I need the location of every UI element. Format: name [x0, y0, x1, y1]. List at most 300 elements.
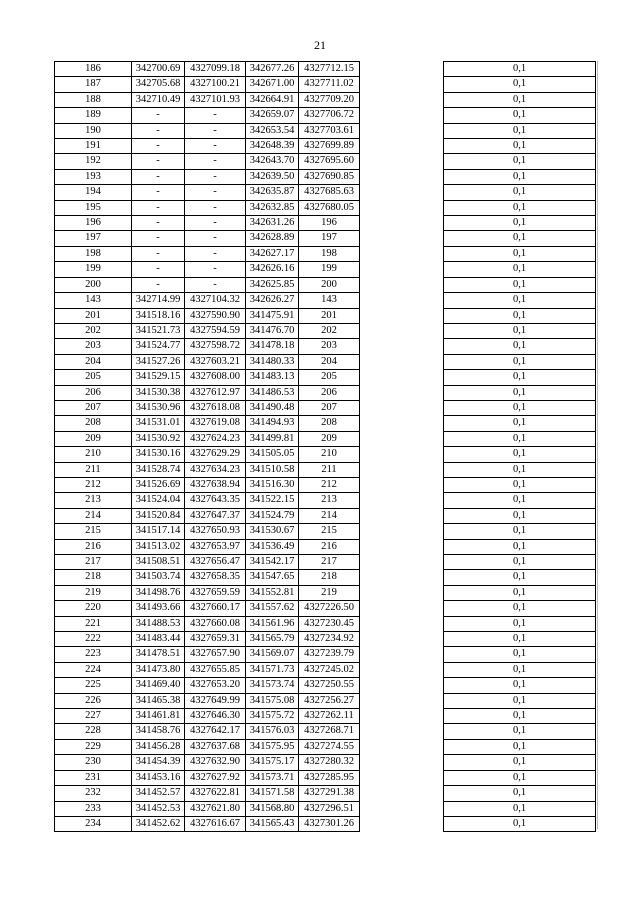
- x2-cell: 341571.58: [246, 786, 299, 801]
- x2-cell: 341505.05: [246, 447, 299, 462]
- x2-cell: 341486.53: [246, 385, 299, 400]
- x2-cell: 341536.49: [246, 539, 299, 554]
- table-row: [55, 462, 596, 477]
- table-row: [55, 169, 596, 184]
- empty-cell: [360, 154, 444, 169]
- y1-cell: 4327646.30: [185, 709, 246, 724]
- point-number-cell: 224: [55, 662, 132, 677]
- empty-cell: [360, 647, 444, 662]
- x2-cell: 342632.85: [246, 200, 299, 215]
- empty-cell: [360, 400, 444, 415]
- x2-cell: 341475.91: [246, 308, 299, 323]
- table-row: [55, 508, 596, 523]
- table-row: [55, 632, 596, 647]
- x1-cell: 341508.51: [132, 555, 185, 570]
- y2-cell: 4327268.71: [299, 724, 360, 739]
- x1-cell: 341524.77: [132, 339, 185, 354]
- y2-cell: 200: [299, 277, 360, 292]
- empty-cell: [360, 724, 444, 739]
- x1-cell: -: [132, 185, 185, 200]
- table-row: [55, 77, 596, 92]
- x2-cell: 341561.96: [246, 616, 299, 631]
- point-number-cell: 234: [55, 816, 132, 831]
- table-row: [55, 400, 596, 415]
- y2-cell: 203: [299, 339, 360, 354]
- y1-cell: -: [185, 169, 246, 184]
- table-row: [55, 786, 596, 801]
- x2-cell: 342643.70: [246, 154, 299, 169]
- empty-cell: [360, 293, 444, 308]
- table-row: [55, 678, 596, 693]
- x1-cell: 341521.73: [132, 323, 185, 338]
- point-number-cell: 230: [55, 755, 132, 770]
- x1-cell: 341458.76: [132, 724, 185, 739]
- empty-cell: [360, 570, 444, 585]
- accuracy-cell: 0,1: [444, 693, 596, 708]
- point-number-cell: 187: [55, 77, 132, 92]
- empty-cell: [360, 262, 444, 277]
- x1-cell: -: [132, 231, 185, 246]
- x2-cell: 341573.74: [246, 678, 299, 693]
- x2-cell: 341575.17: [246, 755, 299, 770]
- x1-cell: -: [132, 139, 185, 154]
- accuracy-cell: 0,1: [444, 508, 596, 523]
- point-number-cell: 194: [55, 185, 132, 200]
- table-row: [55, 354, 596, 369]
- y2-cell: 213: [299, 493, 360, 508]
- accuracy-cell: 0,1: [444, 277, 596, 292]
- x1-cell: -: [132, 169, 185, 184]
- y2-cell: 197: [299, 231, 360, 246]
- table-row: [55, 616, 596, 631]
- y1-cell: -: [185, 185, 246, 200]
- y2-cell: 201: [299, 308, 360, 323]
- y1-cell: 4327629.29: [185, 447, 246, 462]
- x1-cell: 342700.69: [132, 62, 185, 77]
- x2-cell: 342648.39: [246, 139, 299, 154]
- y2-cell: 4327709.20: [299, 92, 360, 107]
- x1-cell: 341473.80: [132, 662, 185, 677]
- x2-cell: 341480.33: [246, 354, 299, 369]
- table-row: [55, 323, 596, 338]
- y2-cell: 4327301.26: [299, 816, 360, 831]
- table-row: [55, 801, 596, 816]
- point-number-cell: 198: [55, 246, 132, 261]
- table-row: [55, 185, 596, 200]
- accuracy-cell: 0,1: [444, 400, 596, 415]
- y2-cell: 4327262.11: [299, 709, 360, 724]
- accuracy-cell: 0,1: [444, 524, 596, 539]
- x2-cell: 341575.95: [246, 739, 299, 754]
- x2-cell: 341568.80: [246, 801, 299, 816]
- empty-cell: [360, 493, 444, 508]
- accuracy-cell: 0,1: [444, 370, 596, 385]
- point-number-cell: 191: [55, 139, 132, 154]
- x1-cell: 341503.74: [132, 570, 185, 585]
- empty-cell: [360, 92, 444, 107]
- y1-cell: 4327657.90: [185, 647, 246, 662]
- point-number-cell: 186: [55, 62, 132, 77]
- x2-cell: 342631.26: [246, 216, 299, 231]
- x2-cell: 342626.16: [246, 262, 299, 277]
- accuracy-cell: 0,1: [444, 739, 596, 754]
- x2-cell: 341494.93: [246, 416, 299, 431]
- accuracy-cell: 0,1: [444, 231, 596, 246]
- y1-cell: 4327642.17: [185, 724, 246, 739]
- x1-cell: 341452.62: [132, 816, 185, 831]
- y2-cell: 4327706.72: [299, 108, 360, 123]
- x1-cell: 341517.14: [132, 524, 185, 539]
- y1-cell: 4327656.47: [185, 555, 246, 570]
- y2-cell: 206: [299, 385, 360, 400]
- empty-cell: [360, 555, 444, 570]
- x2-cell: 341524.79: [246, 508, 299, 523]
- x2-cell: 341576.03: [246, 724, 299, 739]
- accuracy-cell: 0,1: [444, 662, 596, 677]
- x1-cell: 342710.49: [132, 92, 185, 107]
- y2-cell: 196: [299, 216, 360, 231]
- empty-cell: [360, 370, 444, 385]
- y1-cell: -: [185, 277, 246, 292]
- point-number-cell: 213: [55, 493, 132, 508]
- x1-cell: 341493.66: [132, 601, 185, 616]
- table-row: [55, 139, 596, 154]
- x1-cell: -: [132, 246, 185, 261]
- x2-cell: 342671.00: [246, 77, 299, 92]
- accuracy-cell: 0,1: [444, 632, 596, 647]
- accuracy-cell: 0,1: [444, 262, 596, 277]
- table-row: [55, 370, 596, 385]
- accuracy-cell: 0,1: [444, 62, 596, 77]
- x2-cell: 342659.07: [246, 108, 299, 123]
- empty-cell: [360, 709, 444, 724]
- x1-cell: 341530.38: [132, 385, 185, 400]
- table-row: [55, 92, 596, 107]
- x2-cell: 341557.62: [246, 601, 299, 616]
- y2-cell: 4327256.27: [299, 693, 360, 708]
- x2-cell: 341569.07: [246, 647, 299, 662]
- x1-cell: 341530.96: [132, 400, 185, 415]
- empty-cell: [360, 447, 444, 462]
- x1-cell: 341529.15: [132, 370, 185, 385]
- accuracy-cell: 0,1: [444, 724, 596, 739]
- x1-cell: 341513.02: [132, 539, 185, 554]
- empty-cell: [360, 385, 444, 400]
- table-row: [55, 277, 596, 292]
- x1-cell: 342705.68: [132, 77, 185, 92]
- accuracy-cell: 0,1: [444, 92, 596, 107]
- y2-cell: 211: [299, 462, 360, 477]
- y1-cell: -: [185, 139, 246, 154]
- empty-cell: [360, 62, 444, 77]
- x2-cell: 341547.65: [246, 570, 299, 585]
- x2-cell: 341575.72: [246, 709, 299, 724]
- y1-cell: 4327622.81: [185, 786, 246, 801]
- y1-cell: -: [185, 216, 246, 231]
- y1-cell: 4327619.08: [185, 416, 246, 431]
- x1-cell: 341528.74: [132, 462, 185, 477]
- y2-cell: 219: [299, 585, 360, 600]
- margin-rule: [597, 61, 598, 829]
- y1-cell: 4327655.85: [185, 662, 246, 677]
- table-row: [55, 570, 596, 585]
- empty-cell: [360, 632, 444, 647]
- point-number-cell: 214: [55, 508, 132, 523]
- x1-cell: -: [132, 123, 185, 138]
- table-row: [55, 724, 596, 739]
- empty-cell: [360, 108, 444, 123]
- y2-cell: 205: [299, 370, 360, 385]
- point-number-cell: 195: [55, 200, 132, 215]
- point-number-cell: 193: [55, 169, 132, 184]
- table-row: [55, 262, 596, 277]
- x2-cell: 342664.91: [246, 92, 299, 107]
- y1-cell: 4327660.08: [185, 616, 246, 631]
- y1-cell: -: [185, 123, 246, 138]
- y1-cell: 4327594.59: [185, 323, 246, 338]
- accuracy-cell: 0,1: [444, 354, 596, 369]
- table-row: [55, 739, 596, 754]
- empty-cell: [360, 477, 444, 492]
- y2-cell: 143: [299, 293, 360, 308]
- y1-cell: -: [185, 262, 246, 277]
- x2-cell: 342627.17: [246, 246, 299, 261]
- empty-cell: [360, 524, 444, 539]
- x1-cell: 341530.92: [132, 431, 185, 446]
- accuracy-cell: 0,1: [444, 339, 596, 354]
- accuracy-cell: 0,1: [444, 200, 596, 215]
- y1-cell: 4327637.68: [185, 739, 246, 754]
- table-row: [55, 339, 596, 354]
- point-number-cell: 233: [55, 801, 132, 816]
- point-number-cell: 200: [55, 277, 132, 292]
- x1-cell: -: [132, 200, 185, 215]
- accuracy-cell: 0,1: [444, 308, 596, 323]
- empty-cell: [360, 339, 444, 354]
- table-row: [55, 693, 596, 708]
- x1-cell: 341520.84: [132, 508, 185, 523]
- accuracy-cell: 0,1: [444, 185, 596, 200]
- point-number-cell: 229: [55, 739, 132, 754]
- point-number-cell: 143: [55, 293, 132, 308]
- accuracy-cell: 0,1: [444, 154, 596, 169]
- y2-cell: 4327680.05: [299, 200, 360, 215]
- point-number-cell: 225: [55, 678, 132, 693]
- accuracy-cell: 0,1: [444, 570, 596, 585]
- point-number-cell: 221: [55, 616, 132, 631]
- y2-cell: 4327230.45: [299, 616, 360, 631]
- x1-cell: 341456.28: [132, 739, 185, 754]
- y2-cell: 209: [299, 431, 360, 446]
- table-row: [55, 293, 596, 308]
- point-number-cell: 215: [55, 524, 132, 539]
- y1-cell: 4327632.90: [185, 755, 246, 770]
- table-row: [55, 431, 596, 446]
- y1-cell: 4327624.23: [185, 431, 246, 446]
- empty-cell: [360, 169, 444, 184]
- accuracy-cell: 0,1: [444, 477, 596, 492]
- x1-cell: 341478.51: [132, 647, 185, 662]
- point-number-cell: 189: [55, 108, 132, 123]
- empty-cell: [360, 123, 444, 138]
- point-number-cell: 199: [55, 262, 132, 277]
- y2-cell: 4327695.60: [299, 154, 360, 169]
- x1-cell: 341498.76: [132, 585, 185, 600]
- x2-cell: 341510.58: [246, 462, 299, 477]
- table-row: [55, 601, 596, 616]
- x2-cell: 341499.81: [246, 431, 299, 446]
- y1-cell: -: [185, 154, 246, 169]
- x2-cell: 341565.79: [246, 632, 299, 647]
- y1-cell: 4327101.93: [185, 92, 246, 107]
- y1-cell: 4327643.35: [185, 493, 246, 508]
- y1-cell: 4327638.94: [185, 477, 246, 492]
- y2-cell: 4327250.55: [299, 678, 360, 693]
- y1-cell: 4327649.99: [185, 693, 246, 708]
- accuracy-cell: 0,1: [444, 539, 596, 554]
- accuracy-cell: 0,1: [444, 385, 596, 400]
- y2-cell: 207: [299, 400, 360, 415]
- x1-cell: 341524.04: [132, 493, 185, 508]
- point-number-cell: 227: [55, 709, 132, 724]
- accuracy-cell: 0,1: [444, 139, 596, 154]
- accuracy-cell: 0,1: [444, 293, 596, 308]
- accuracy-cell: 0,1: [444, 786, 596, 801]
- table-row: [55, 108, 596, 123]
- x1-cell: 341488.53: [132, 616, 185, 631]
- table-row: [55, 477, 596, 492]
- point-number-cell: 201: [55, 308, 132, 323]
- empty-cell: [360, 185, 444, 200]
- x2-cell: 342628.89: [246, 231, 299, 246]
- point-number-cell: 218: [55, 570, 132, 585]
- point-number-cell: 228: [55, 724, 132, 739]
- point-number-cell: 196: [55, 216, 132, 231]
- y2-cell: 208: [299, 416, 360, 431]
- y1-cell: 4327627.92: [185, 770, 246, 785]
- x2-cell: 342653.54: [246, 123, 299, 138]
- y2-cell: 199: [299, 262, 360, 277]
- y1-cell: 4327100.21: [185, 77, 246, 92]
- empty-cell: [360, 139, 444, 154]
- x2-cell: 342635.87: [246, 185, 299, 200]
- y2-cell: 4327296.51: [299, 801, 360, 816]
- empty-cell: [360, 462, 444, 477]
- accuracy-cell: 0,1: [444, 169, 596, 184]
- y2-cell: 214: [299, 508, 360, 523]
- x2-cell: 341483.13: [246, 370, 299, 385]
- accuracy-cell: 0,1: [444, 431, 596, 446]
- x1-cell: 341465.38: [132, 693, 185, 708]
- accuracy-cell: 0,1: [444, 323, 596, 338]
- x1-cell: 341469.40: [132, 678, 185, 693]
- accuracy-cell: 0,1: [444, 77, 596, 92]
- x1-cell: 341483.44: [132, 632, 185, 647]
- empty-cell: [360, 801, 444, 816]
- point-number-cell: 211: [55, 462, 132, 477]
- accuracy-cell: 0,1: [444, 601, 596, 616]
- table-row: [55, 585, 596, 600]
- empty-cell: [360, 662, 444, 677]
- x2-cell: 341571.73: [246, 662, 299, 677]
- x1-cell: 341526.69: [132, 477, 185, 492]
- table-row: [55, 555, 596, 570]
- point-number-cell: 207: [55, 400, 132, 415]
- empty-cell: [360, 816, 444, 831]
- accuracy-cell: 0,1: [444, 555, 596, 570]
- y2-cell: 217: [299, 555, 360, 570]
- y2-cell: 202: [299, 323, 360, 338]
- table-row: [55, 524, 596, 539]
- accuracy-cell: 0,1: [444, 755, 596, 770]
- accuracy-cell: 0,1: [444, 493, 596, 508]
- point-number-cell: 231: [55, 770, 132, 785]
- y2-cell: 4327226.50: [299, 601, 360, 616]
- y1-cell: -: [185, 108, 246, 123]
- x1-cell: 341527.26: [132, 354, 185, 369]
- point-number-cell: 205: [55, 370, 132, 385]
- empty-cell: [360, 246, 444, 261]
- x2-cell: 341522.15: [246, 493, 299, 508]
- y2-cell: 212: [299, 477, 360, 492]
- empty-cell: [360, 77, 444, 92]
- accuracy-cell: 0,1: [444, 447, 596, 462]
- y2-cell: 4327239.79: [299, 647, 360, 662]
- y2-cell: 4327291.38: [299, 786, 360, 801]
- y2-cell: 4327690.85: [299, 169, 360, 184]
- y1-cell: 4327647.37: [185, 508, 246, 523]
- empty-cell: [360, 508, 444, 523]
- x1-cell: 341518.16: [132, 308, 185, 323]
- accuracy-cell: 0,1: [444, 416, 596, 431]
- empty-cell: [360, 786, 444, 801]
- y1-cell: 4327650.93: [185, 524, 246, 539]
- empty-cell: [360, 755, 444, 770]
- y2-cell: 4327685.63: [299, 185, 360, 200]
- x2-cell: 342625.85: [246, 277, 299, 292]
- x2-cell: 341542.17: [246, 555, 299, 570]
- empty-cell: [360, 216, 444, 231]
- y1-cell: 4327653.20: [185, 678, 246, 693]
- accuracy-cell: 0,1: [444, 585, 596, 600]
- point-number-cell: 220: [55, 601, 132, 616]
- x2-cell: 341552.81: [246, 585, 299, 600]
- point-number-cell: 226: [55, 693, 132, 708]
- x1-cell: -: [132, 262, 185, 277]
- y2-cell: 198: [299, 246, 360, 261]
- empty-cell: [360, 616, 444, 631]
- accuracy-cell: 0,1: [444, 216, 596, 231]
- x2-cell: 342626.27: [246, 293, 299, 308]
- x1-cell: -: [132, 277, 185, 292]
- point-number-cell: 190: [55, 123, 132, 138]
- point-number-cell: 197: [55, 231, 132, 246]
- x2-cell: 341565.43: [246, 816, 299, 831]
- x2-cell: 341573.71: [246, 770, 299, 785]
- accuracy-cell: 0,1: [444, 108, 596, 123]
- y2-cell: 4327280.32: [299, 755, 360, 770]
- y1-cell: 4327660.17: [185, 601, 246, 616]
- table-row: [55, 200, 596, 215]
- table-row: [55, 416, 596, 431]
- point-number-cell: 192: [55, 154, 132, 169]
- y1-cell: -: [185, 231, 246, 246]
- table-row: [55, 308, 596, 323]
- y1-cell: 4327608.00: [185, 370, 246, 385]
- table-row: [55, 246, 596, 261]
- y2-cell: 4327712.15: [299, 62, 360, 77]
- table-row: [55, 385, 596, 400]
